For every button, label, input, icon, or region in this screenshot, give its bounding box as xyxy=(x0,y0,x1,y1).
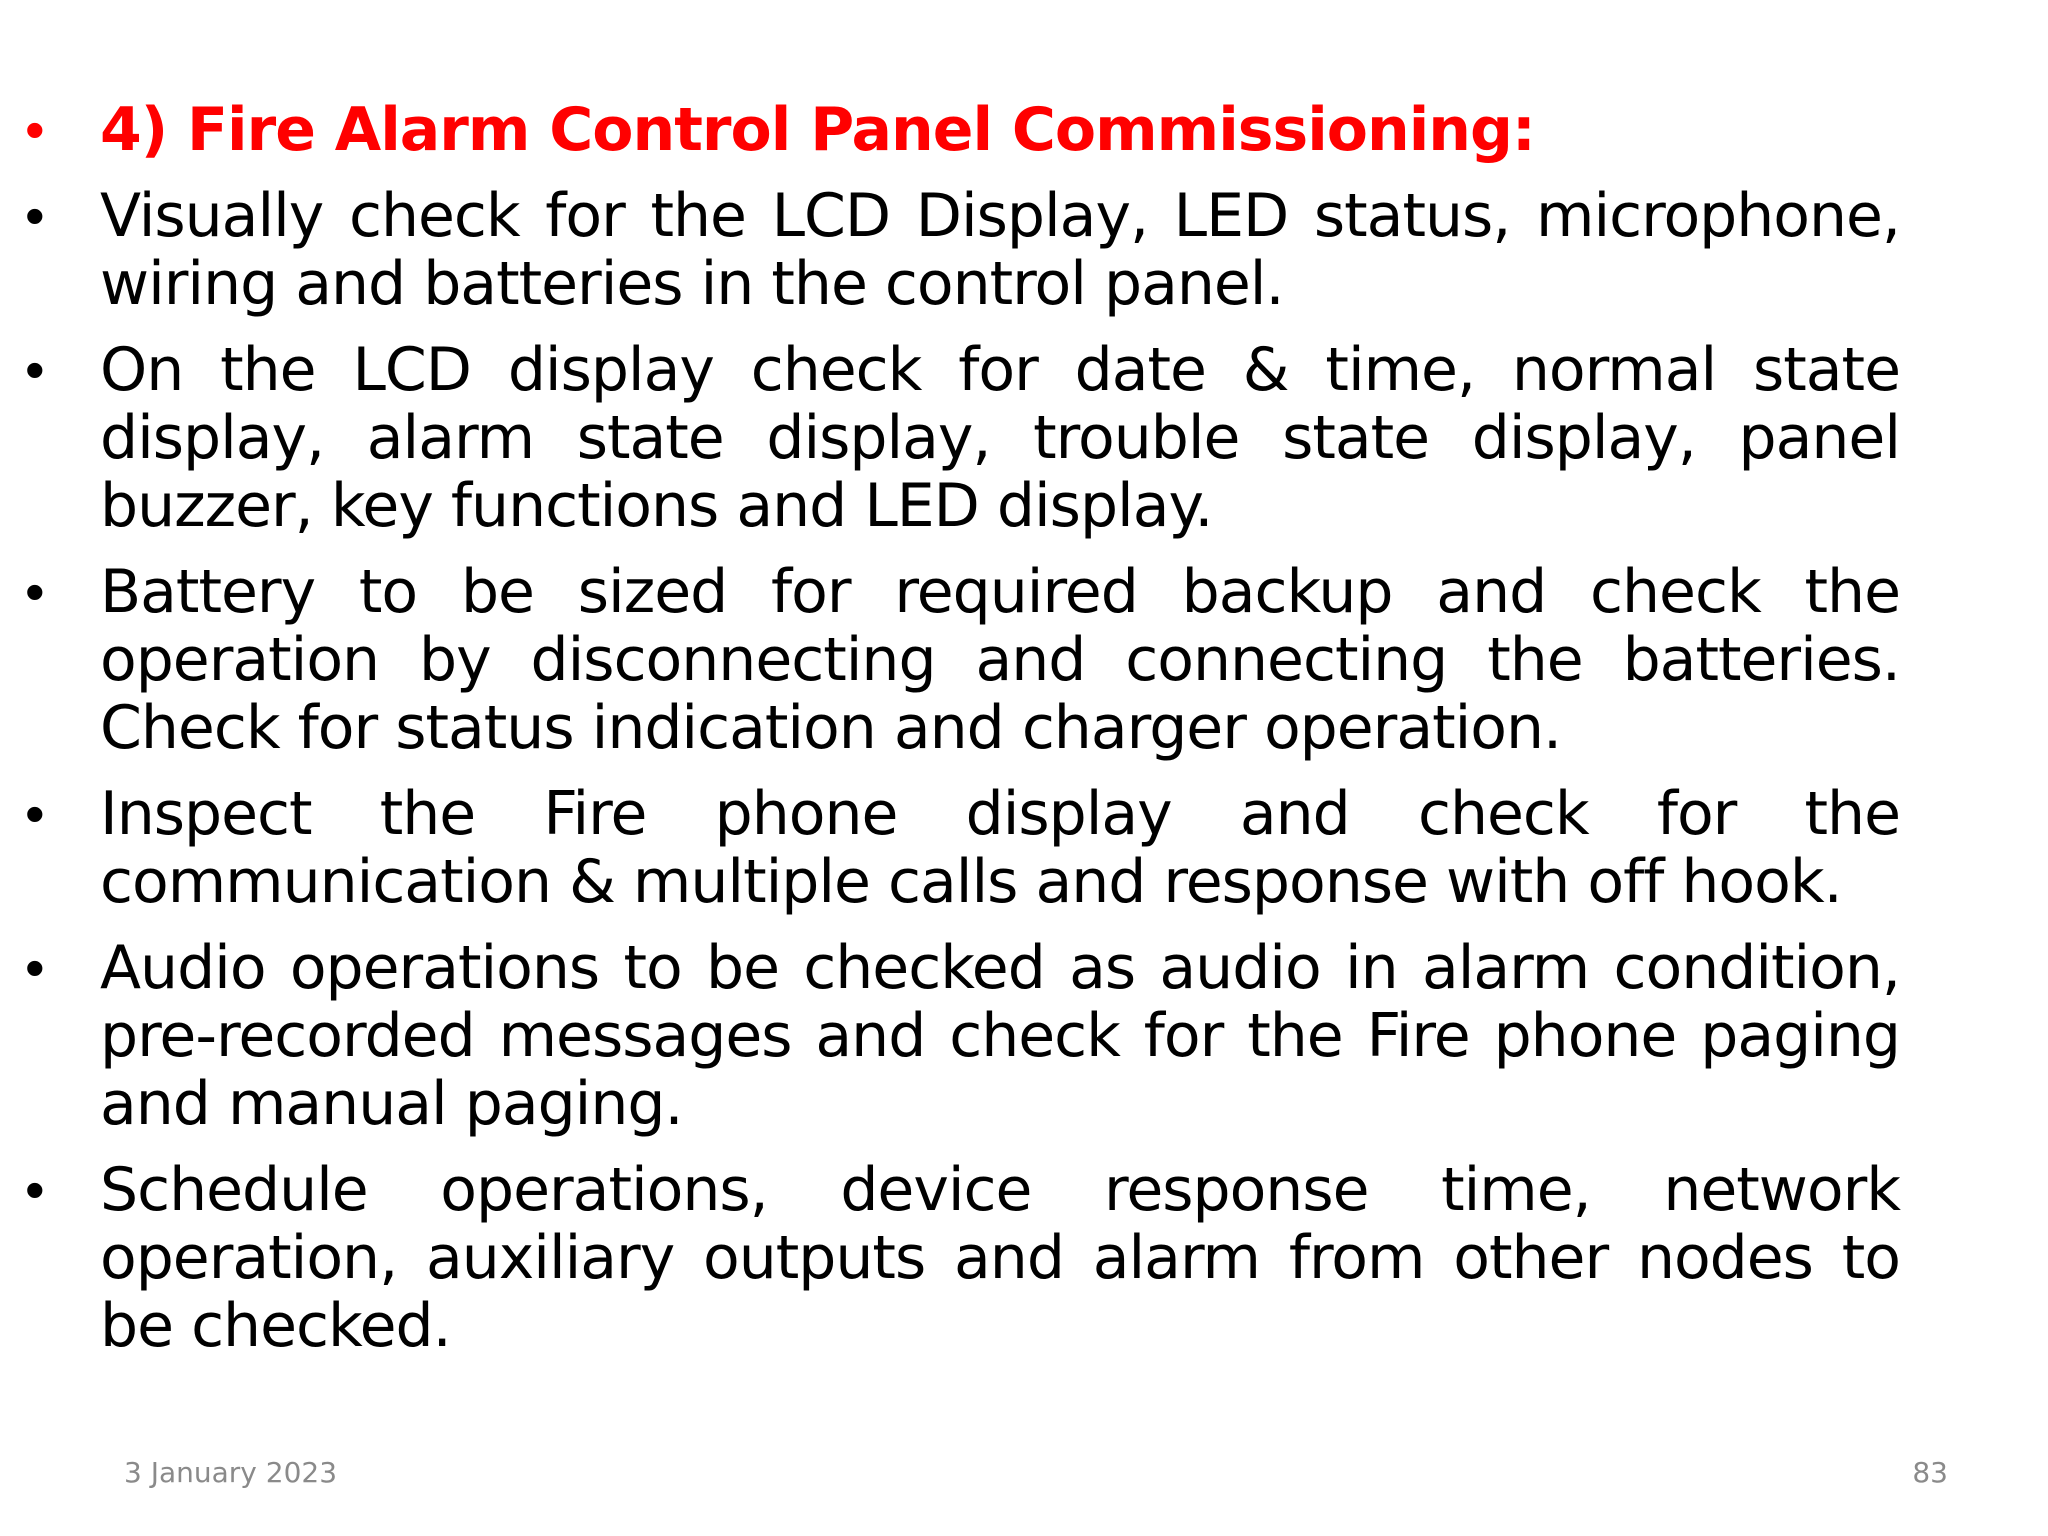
bullet-text: Visually check for the LCD Display, LED status, microphone, wiring and batteries in the control panel. xyxy=(100,181,1900,319)
bullet-dot: • xyxy=(25,98,45,161)
footer-date: 3 January 2023 xyxy=(124,1456,338,1489)
list-item xyxy=(25,181,1900,319)
slide-content xyxy=(25,80,1900,1378)
bullet-dot: • xyxy=(25,782,45,845)
list-item xyxy=(25,933,1900,1139)
list-item xyxy=(25,779,1900,917)
bullet-text: On the LCD display check for date & time, normal state display, alarm state display, trouble state display, panel buzzer, key functions and LED display. xyxy=(100,335,1900,541)
bullet-list xyxy=(25,80,1900,1361)
bullet-text: Battery to be sized for required backup and check the operation by disconnecting and connecting the batteries. Check for status indication and charger operation. xyxy=(100,557,1900,763)
slide-number: 83 xyxy=(1912,1456,1948,1489)
bullet-text: Inspect the Fire phone display and check for the communication & multiple calls and response with off hook. xyxy=(100,779,1900,917)
list-item xyxy=(25,1155,1900,1361)
bullet-text: Schedule operations, device response time, network operation, auxiliary outputs and alarm from other nodes to be checked. xyxy=(100,1155,1900,1361)
bullet-dot: • xyxy=(25,184,45,247)
heading-bullet xyxy=(25,80,1900,180)
bullet-dot: • xyxy=(25,1158,45,1221)
list-item xyxy=(25,557,1900,763)
bullet-dot: • xyxy=(25,338,45,401)
bullet-dot: • xyxy=(25,936,45,999)
list-item xyxy=(25,335,1900,541)
bullet-dot: • xyxy=(25,560,45,623)
bullet-text: Audio operations to be checked as audio in alarm condition, pre-recorded messages and check for the Fire phone paging and manual paging. xyxy=(100,933,1900,1139)
slide-heading: 4) Fire Alarm Control Panel Commissioning: xyxy=(100,95,1535,165)
